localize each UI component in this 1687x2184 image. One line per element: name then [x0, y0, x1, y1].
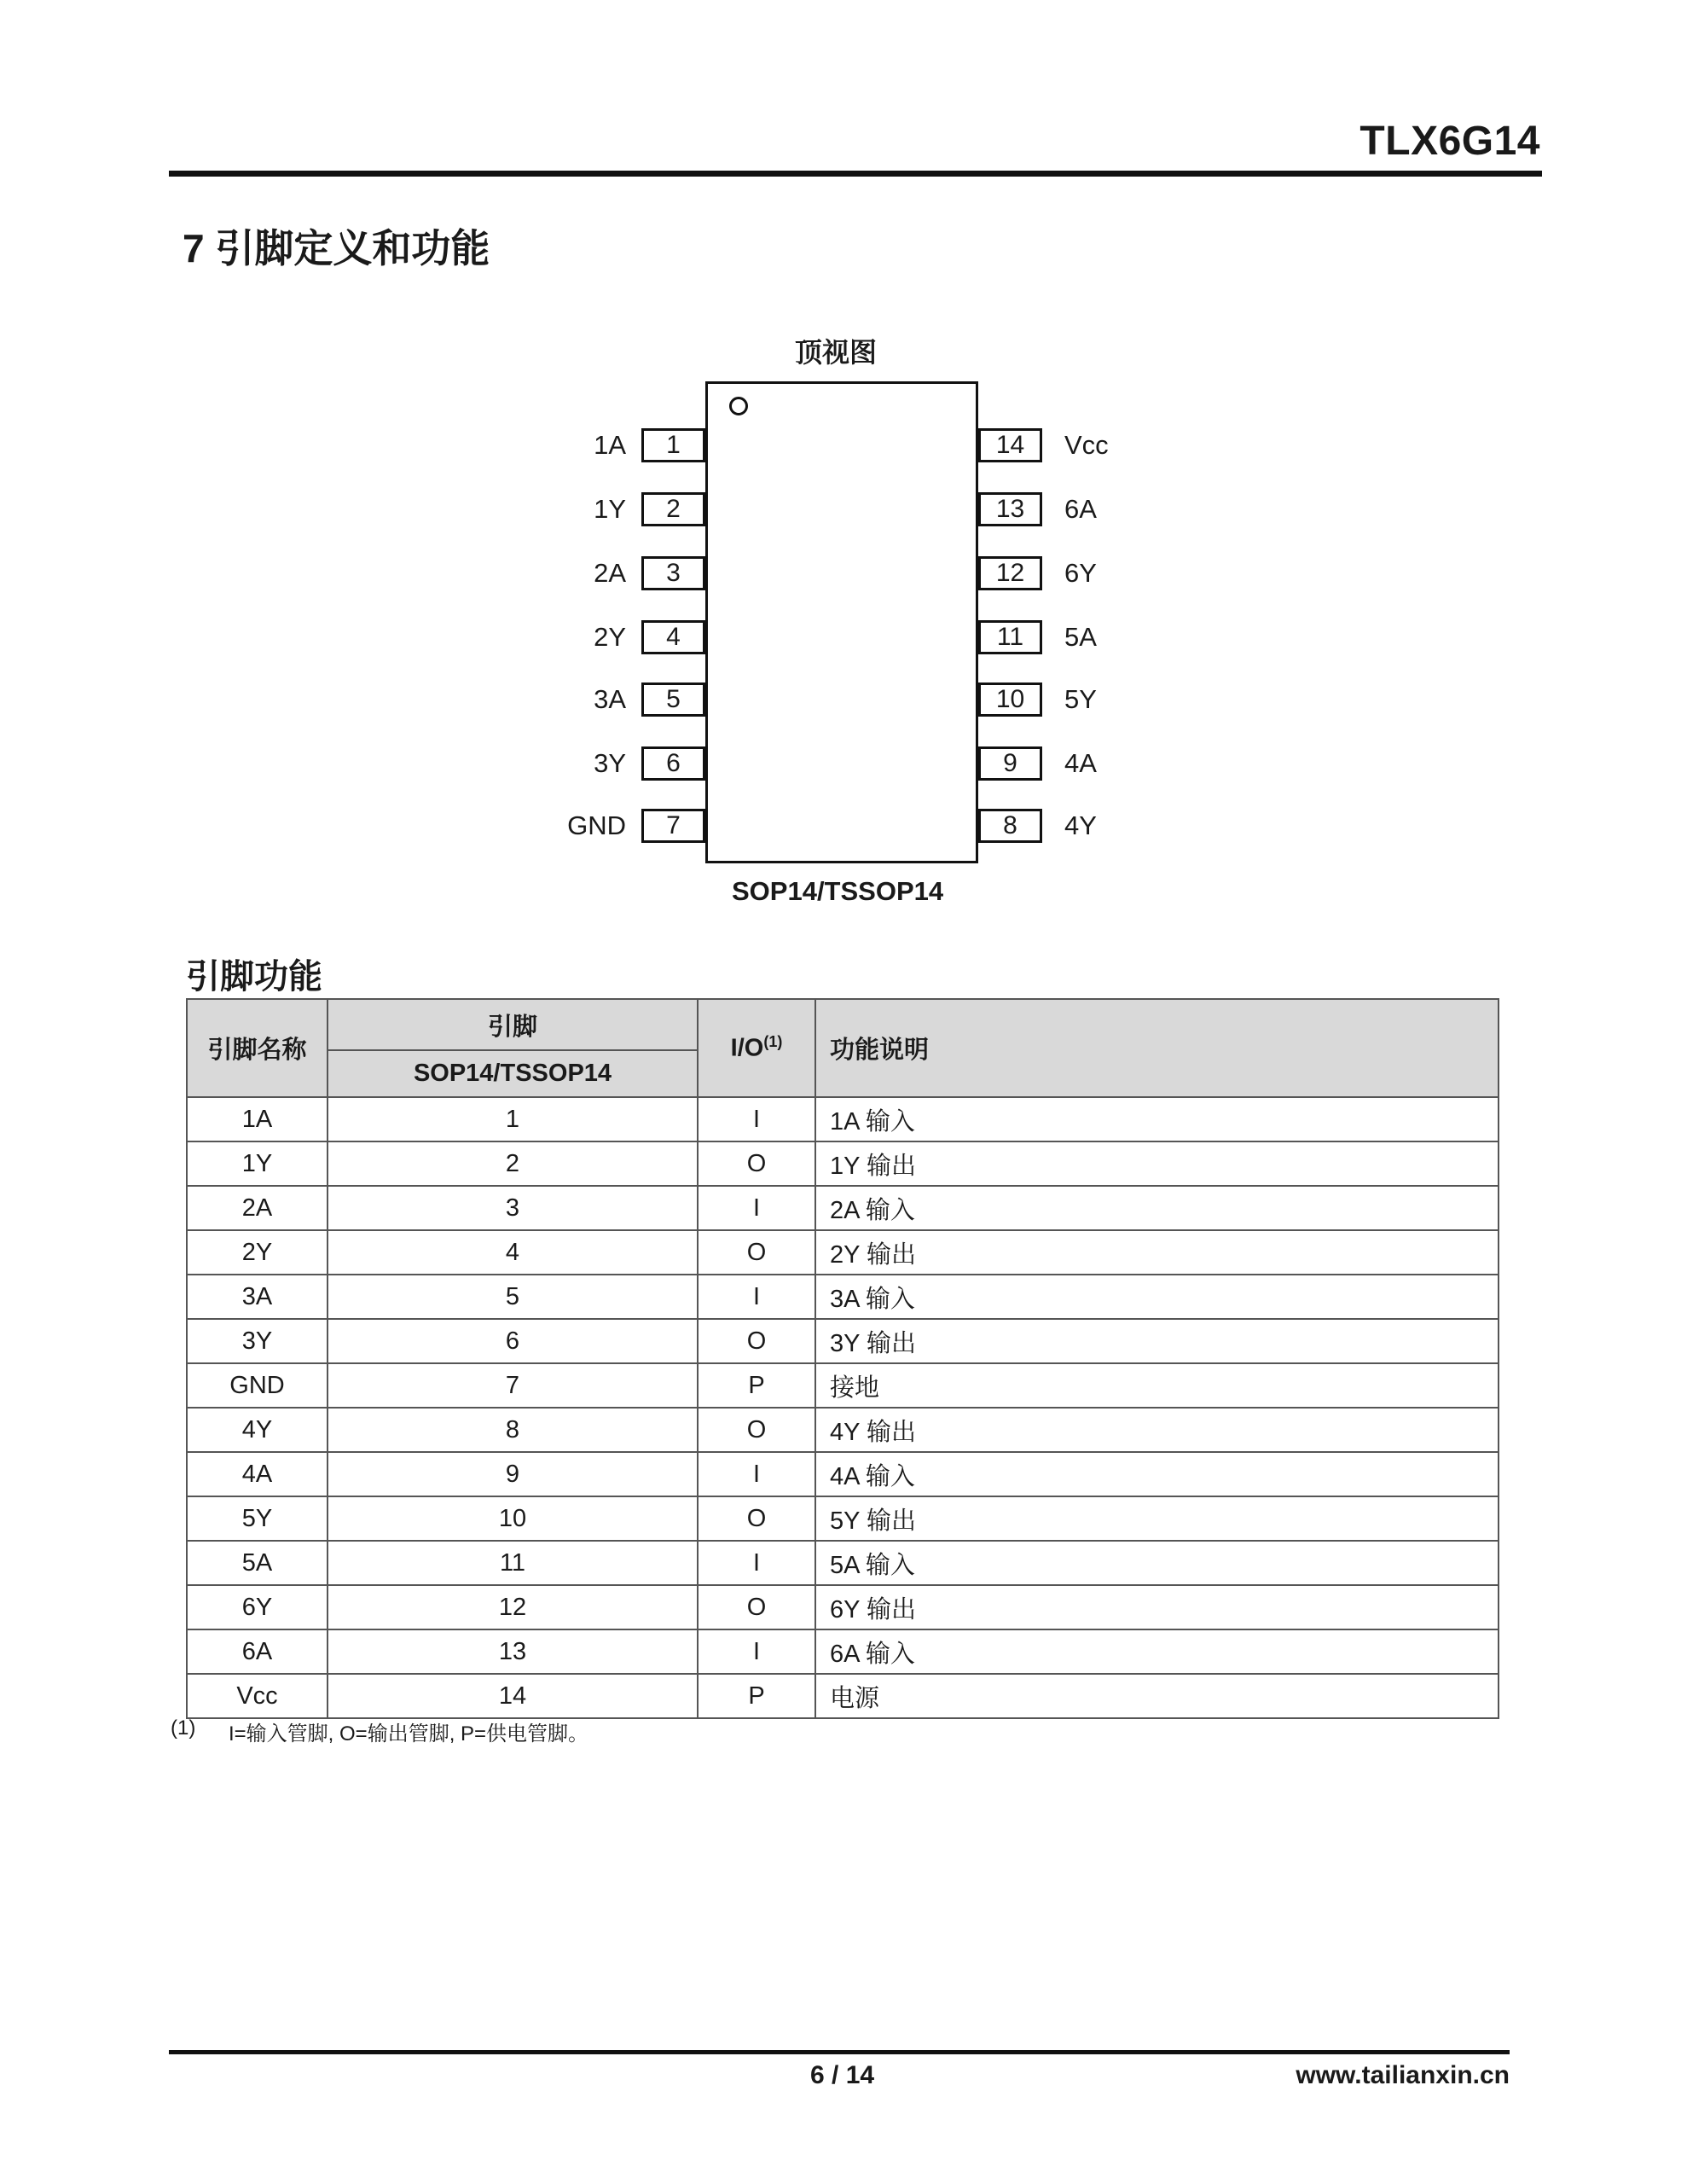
pin-label-right: 5Y	[1064, 684, 1097, 714]
pin-label-right: 6A	[1064, 494, 1097, 524]
table-row	[187, 1275, 1499, 1319]
cell-function: 5Y 输出	[815, 1496, 1499, 1541]
cell-function: 6A 输入	[815, 1629, 1499, 1674]
pin-label-right: Vcc	[1064, 430, 1109, 460]
cell-io: I	[698, 1541, 815, 1585]
cell-pin: 10	[328, 1496, 698, 1541]
footer-rule	[169, 2050, 1510, 2054]
pin-number-box: 2	[641, 492, 705, 526]
cell-function: 3Y 输出	[815, 1319, 1499, 1363]
cell-name: 6Y	[187, 1585, 328, 1629]
cell-pin: 7	[328, 1363, 698, 1408]
page-number: 6 / 14	[810, 2061, 875, 2089]
cell-io: O	[698, 1319, 815, 1363]
header-pin: 引脚	[328, 999, 698, 1050]
pin-label-left: 3Y	[594, 748, 626, 778]
cell-io: O	[698, 1585, 815, 1629]
pin-label-left: 1Y	[594, 494, 626, 524]
header-pin-name: 引脚名称	[187, 999, 328, 1097]
table-row	[187, 1496, 1499, 1541]
pin-number-box: 10	[978, 682, 1042, 717]
pin-number-box: 13	[978, 492, 1042, 526]
pin-number-box: 7	[641, 809, 705, 843]
cell-function: 1A 输入	[815, 1097, 1499, 1141]
table-row	[187, 1674, 1499, 1718]
pin-label-right: 6Y	[1064, 558, 1097, 588]
cell-function: 4Y 输出	[815, 1408, 1499, 1452]
cell-function: 4A 输入	[815, 1452, 1499, 1496]
cell-function: 电源	[815, 1674, 1499, 1718]
cell-name: 5Y	[187, 1496, 328, 1541]
cell-pin: 13	[328, 1629, 698, 1674]
header-rule	[169, 171, 1542, 177]
table-row	[187, 1230, 1499, 1275]
table-row	[187, 1097, 1499, 1141]
website-link[interactable]: www.tailianxin.cn	[1296, 2061, 1510, 2089]
cell-io: O	[698, 1141, 815, 1186]
pin-label-left: 1A	[594, 430, 626, 460]
table-row	[187, 1541, 1499, 1585]
package-label: SOP14/TSSOP14	[732, 876, 944, 906]
cell-io: P	[698, 1674, 815, 1718]
pin-number-box: 4	[641, 620, 705, 654]
cell-name: 5A	[187, 1541, 328, 1585]
table-row	[187, 1408, 1499, 1452]
cell-name: 4A	[187, 1452, 328, 1496]
pin-label-left: 2A	[594, 558, 626, 588]
pin-number-box: 9	[978, 746, 1042, 781]
header-io-footnote-ref: (1)	[763, 1033, 783, 1051]
cell-name: GND	[187, 1363, 328, 1408]
pin-number-box: 6	[641, 746, 705, 781]
cell-pin: 4	[328, 1230, 698, 1275]
pin-number-box: 5	[641, 682, 705, 717]
cell-function: 5A 输入	[815, 1541, 1499, 1585]
cell-pin: 3	[328, 1186, 698, 1230]
pin-number-box: 3	[641, 556, 705, 590]
cell-function: 3A 输入	[815, 1275, 1499, 1319]
pin-number-box: 8	[978, 809, 1042, 843]
cell-name: 3A	[187, 1275, 328, 1319]
cell-pin: 2	[328, 1141, 698, 1186]
header-function: 功能说明	[815, 999, 1499, 1097]
table-row	[187, 1363, 1499, 1408]
cell-io: I	[698, 1452, 815, 1496]
header-io	[698, 999, 815, 1097]
cell-io: I	[698, 1097, 815, 1141]
section-title: 7 引脚定义和功能	[183, 226, 490, 270]
cell-name: Vcc	[187, 1674, 328, 1718]
pin-number-box: 12	[978, 556, 1042, 590]
pin-number-box: 1	[641, 428, 705, 462]
cell-name: 3Y	[187, 1319, 328, 1363]
cell-pin: 11	[328, 1541, 698, 1585]
document-id: TLX6G14	[1359, 119, 1540, 164]
pin1-marker	[729, 397, 748, 415]
cell-name: 1Y	[187, 1141, 328, 1186]
pin-label-left: 3A	[594, 684, 626, 714]
table-row	[187, 1319, 1499, 1363]
cell-pin: 14	[328, 1674, 698, 1718]
header-io-label: I/O	[730, 1034, 764, 1062]
cell-function: 2Y 输出	[815, 1230, 1499, 1275]
cell-io: I	[698, 1275, 815, 1319]
cell-name: 2Y	[187, 1230, 328, 1275]
cell-pin: 5	[328, 1275, 698, 1319]
pin-number-box: 11	[978, 620, 1042, 654]
pin-label-right: 4Y	[1064, 810, 1097, 840]
cell-io: O	[698, 1408, 815, 1452]
cell-name: 6A	[187, 1629, 328, 1674]
table-row	[187, 1452, 1499, 1496]
diagram-title: 顶视图	[795, 337, 878, 368]
pin-label-left: GND	[567, 810, 626, 840]
pin-label-left: 2Y	[594, 622, 626, 652]
cell-io: O	[698, 1230, 815, 1275]
cell-name: 2A	[187, 1186, 328, 1230]
pin-label-right: 5A	[1064, 622, 1097, 652]
cell-pin: 1	[328, 1097, 698, 1141]
footnote-number: (1)	[171, 1716, 196, 1740]
cell-function: 1Y 输出	[815, 1141, 1499, 1186]
header-package: SOP14/TSSOP14	[328, 1050, 698, 1097]
pin-function-table	[186, 998, 1499, 1719]
table-row	[187, 1629, 1499, 1674]
cell-io: O	[698, 1496, 815, 1541]
cell-pin: 12	[328, 1585, 698, 1629]
cell-function: 6Y 输出	[815, 1585, 1499, 1629]
cell-io: I	[698, 1186, 815, 1230]
pin-label-right: 4A	[1064, 748, 1097, 778]
pin-number-box: 14	[978, 428, 1042, 462]
footnote-text: I=输入管脚, O=输出管脚, P=供电管脚。	[229, 1722, 589, 1745]
ic-package-body	[705, 381, 978, 863]
cell-io: I	[698, 1629, 815, 1674]
cell-pin: 9	[328, 1452, 698, 1496]
table-row	[187, 1141, 1499, 1186]
table-title: 引脚功能	[186, 958, 322, 996]
cell-pin: 8	[328, 1408, 698, 1452]
cell-function: 接地	[815, 1363, 1499, 1408]
cell-pin: 6	[328, 1319, 698, 1363]
cell-name: 4Y	[187, 1408, 328, 1452]
table-row	[187, 1186, 1499, 1230]
cell-io: P	[698, 1363, 815, 1408]
table-row	[187, 1585, 1499, 1629]
cell-function: 2A 输入	[815, 1186, 1499, 1230]
cell-name: 1A	[187, 1097, 328, 1141]
